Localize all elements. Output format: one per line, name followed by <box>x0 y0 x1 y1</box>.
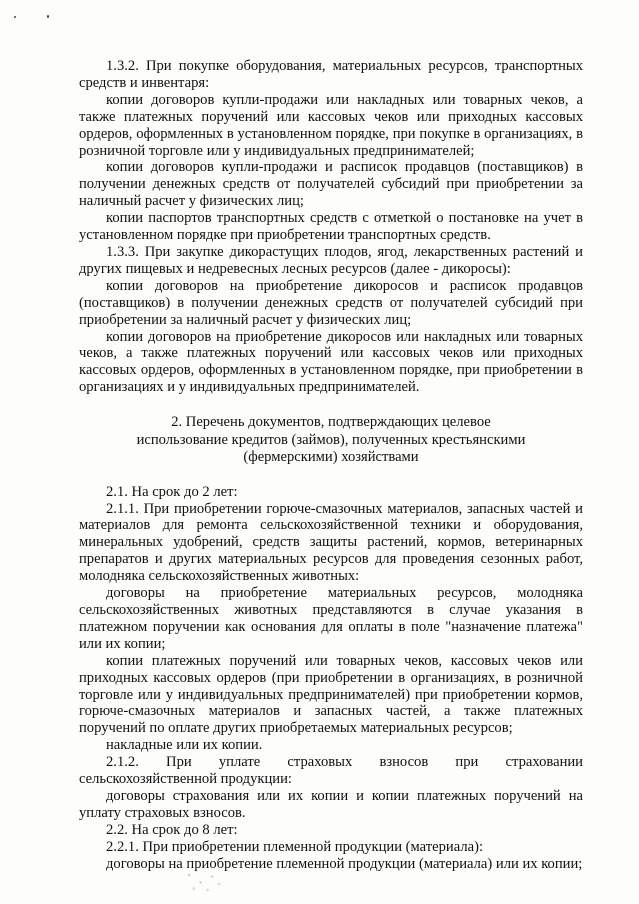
paragraph: 1.3.3. При закупке дикорастущих плодов, ягод, лекарственных растений и других пищевых и недревесных лесных ресурсов (далее - дикоросы): <box>79 243 583 277</box>
paragraph: договоры на приобретение племенной продукции (материала) или их копии; <box>106 855 583 872</box>
paragraph: копии договоров на приобретение дикоросов и расписок продавцов (поставщиков) в получении денежных средств от получателей субсидий при приобретении за наличный расчет у физических лиц; <box>79 277 583 328</box>
paragraph: договоры страхования или их копии и копии платежных поручений на уплату страховых взносов. <box>79 787 583 821</box>
scan-speck <box>14 16 16 18</box>
section-2-heading <box>79 414 583 467</box>
paragraph: 2.2. На срок до 8 лет: <box>106 821 238 838</box>
paragraph: копии платежных поручений или товарных чеков, кассовых чеков или приходных кассовых ордеров (при приобретении в организациях, в розничной торговле или у индивидуальных предпринимателей) при приобретении кормов, горюче-смазочных материалов и запасных частей, а также платежных поручений по оплате других приобретаемых материальных ресурсов; <box>79 652 583 737</box>
paragraph: копии договоров на приобретение дикоросов или накладных или товарных чеков, а также платежных поручений или кассовых чеков или приходных кассовых ордеров, оформленных в установленном порядке, при приобретении в организациях и у индивидуальных предпринимателей. <box>79 328 583 396</box>
scan-smudge <box>180 866 226 896</box>
paragraph: накладные или их копии. <box>106 737 263 754</box>
document-page <box>79 58 583 872</box>
heading-line: 2. Перечень документов, подтверждающих целевое <box>171 414 491 431</box>
paragraph: 1.3.2. При покупке оборудования, материальных ресурсов, транспортных средств и инвентаря: <box>79 58 583 91</box>
paragraph: договоры на приобретение материальных ресурсов, молодняка сельскохозяйственных животных представляются в случае указания в платежном поручении как основания для оплаты в поле "назначение платежа" или их копии; <box>79 585 583 652</box>
heading-line: использование кредитов (займов), полученных крестьянскими <box>136 431 526 448</box>
paragraph: копии договоров купли-продажи или накладных или товарных чеков, а также платежных поручений или кассовых чеков или приходных кассовых ордеров, оформленных в установленном порядке, при покупке в организациях, в розничной торговле или у индивидуальных предпринимателей; <box>79 91 583 159</box>
paragraph: копии договоров купли-продажи и расписок продавцов (поставщиков) в получении денежных средств от получателей субсидий при приобретении за наличный расчет у физических лиц; <box>79 159 583 210</box>
paragraph: 2.1. На срок до 2 лет: <box>106 483 238 500</box>
paragraph: 2.1.2. При уплате страховых взносов при страховании сельскохозяйственной продукции: <box>79 754 583 788</box>
section-2-body <box>79 484 583 873</box>
section-1-3-continued <box>79 58 583 396</box>
paragraph: 2.1.1. При приобретении горюче-смазочных материалов, запасных частей и материалов для ремонта сельскохозяйственной техники и оборудования, минеральных удобрений, средств защиты растений, кормов, ветеринарных препаратов и других материальных ресурсов для проведения сезонных работ, молодняка сельскохозяйственных животных: <box>79 500 583 585</box>
paragraph: 2.2.1. При приобретении племенной продукции (материала): <box>106 838 483 855</box>
scan-speck <box>47 15 49 18</box>
heading-line: (фермерскими) хозяйствами <box>243 449 419 466</box>
paragraph: копии паспортов транспортных средств с отметкой о постановке на учет в установленном порядке при приобретении транспортных средств. <box>79 210 583 244</box>
